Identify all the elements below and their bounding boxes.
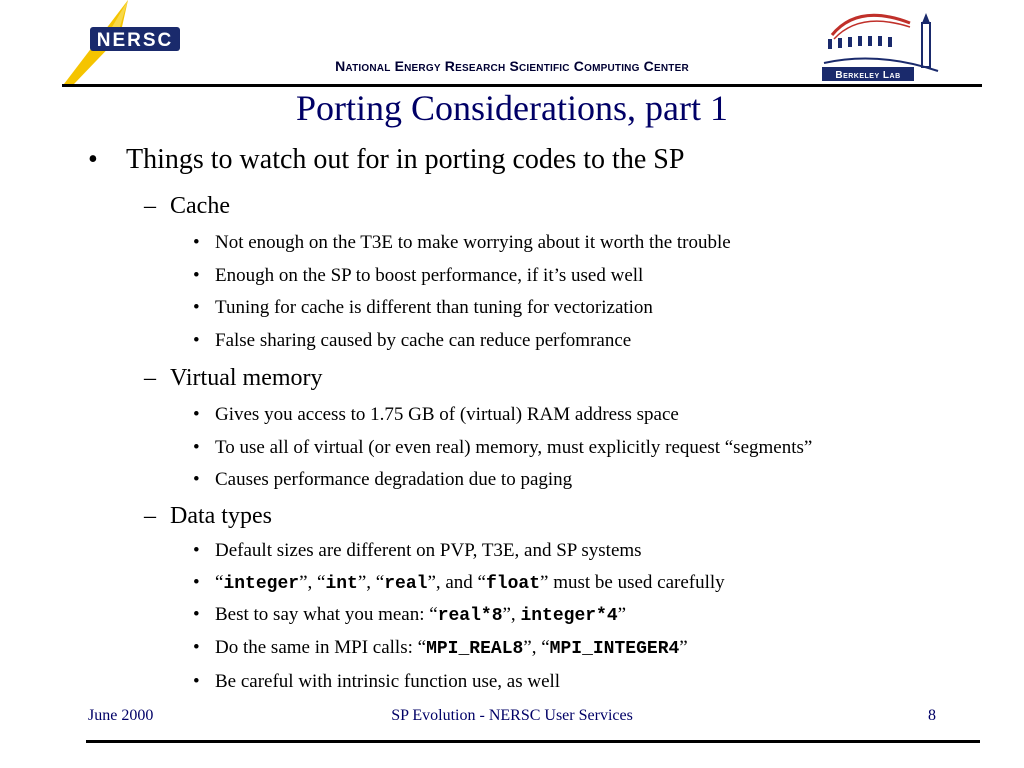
bullet-mark: • xyxy=(193,404,200,425)
code-integer4: integer*4 xyxy=(520,606,618,626)
code-integer: integer xyxy=(223,574,300,594)
dash-mark: – xyxy=(144,193,156,219)
footer-date: June 2000 xyxy=(88,707,154,724)
page-number: 8 xyxy=(928,707,936,724)
slide-title: Porting Considerations, part 1 xyxy=(296,88,728,128)
code-int: int xyxy=(325,574,358,594)
cache-heading: Cache xyxy=(170,193,230,219)
data-types-heading: Data types xyxy=(170,503,272,529)
dt-item: Be careful with intrinsic function use, as well xyxy=(215,671,561,692)
cache-item: Tuning for cache is different than tuning for vectorization xyxy=(215,297,653,318)
code-mpi-real8: MPI_REAL8 xyxy=(426,639,524,659)
bullet-mark: • xyxy=(193,469,200,490)
code-mpi-integer4: MPI_INTEGER4 xyxy=(549,639,680,659)
main-point: Things to watch out for in porting codes to the SP xyxy=(126,144,685,175)
code-real: real xyxy=(384,574,428,594)
dt-item: Default sizes are different on PVP, T3E, and SP systems xyxy=(215,540,642,561)
bullet-mark: • xyxy=(193,232,200,253)
cache-item: Not enough on the T3E to make worrying about it worth the trouble xyxy=(215,232,731,253)
dash-mark: – xyxy=(144,365,156,391)
dt-item-types: “integer”, “int”, “real”, and “float” must be used carefully xyxy=(215,572,725,594)
nersc-logo-text: NERSC xyxy=(96,30,174,51)
berkeley-lab-logo-text: Berkeley Lab xyxy=(835,70,901,81)
footer-title: SP Evolution - NERSC User Services xyxy=(391,707,633,724)
footer-divider xyxy=(86,740,980,743)
dt-item-mpi: Do the same in MPI calls: “MPI_REAL8”, “MPI_INTEGER4” xyxy=(215,637,688,659)
organization-name: National Energy Research Scientific Computing Center xyxy=(335,58,689,74)
code-float: float xyxy=(486,574,541,594)
code-real8: real*8 xyxy=(437,606,503,626)
bullet-mark: • xyxy=(88,144,98,175)
bullet-mark: • xyxy=(193,604,200,625)
bullet-mark: • xyxy=(193,330,200,351)
bullet-mark: • xyxy=(193,572,200,593)
bullet-mark: • xyxy=(193,671,200,692)
vm-item: To use all of virtual (or even real) memory, must explicitly request “segments” xyxy=(215,437,813,458)
vm-item: Gives you access to 1.75 GB of (virtual) RAM address space xyxy=(215,404,679,425)
dash-mark: – xyxy=(144,503,156,529)
virtual-memory-heading: Virtual memory xyxy=(170,365,323,391)
bullet-mark: • xyxy=(193,437,200,458)
cache-item: False sharing caused by cache can reduce perfomrance xyxy=(215,330,632,351)
bullet-mark: • xyxy=(193,297,200,318)
bullet-mark: • xyxy=(193,540,200,561)
dt-item-say-what-you-mean: Best to say what you mean: “real*8”, integer*4” xyxy=(215,604,627,626)
cache-item: Enough on the SP to boost performance, if it’s used well xyxy=(215,265,644,286)
bullet-mark: • xyxy=(193,637,200,658)
bullet-mark: • xyxy=(193,265,200,286)
vm-item: Causes performance degradation due to paging xyxy=(215,469,573,490)
